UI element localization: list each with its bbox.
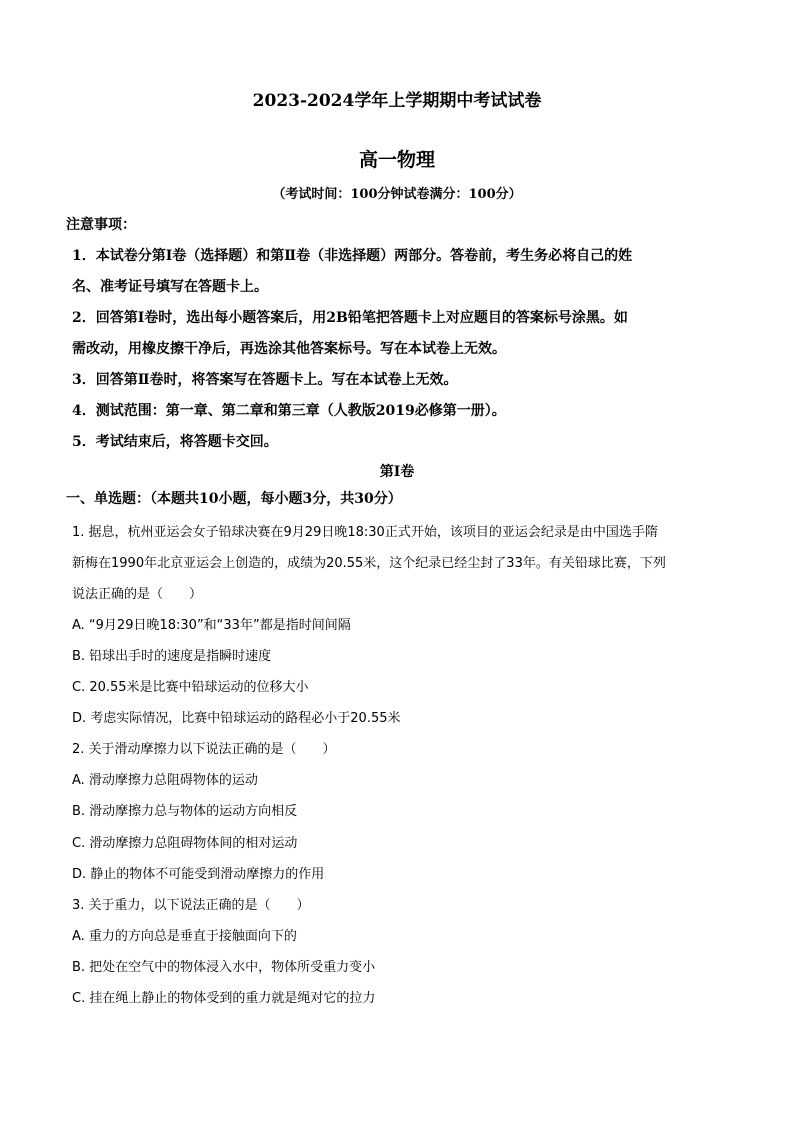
question-3-option-a: A. 重力的方向总是垂直于接触面向下的 (72, 929, 297, 944)
question-2-option-d: D. 静止的物体不可能受到滑动摩擦力的作用 (72, 867, 325, 882)
question-2-stem: 2. 关于滑动摩擦力以下说法正确的是（ ） (72, 742, 336, 757)
question-3-stem: 3. 关于重力，以下说法正确的是（ ） (72, 898, 310, 913)
section-title: 第Ⅰ卷 (379, 464, 415, 480)
note-line: 需改动，用橡皮擦干净后，再选涂其他答案标号。写在本试卷上无效。 (72, 341, 506, 357)
question-1-option-b: B. 铅球出手时的速度是指瞬时速度 (72, 649, 272, 664)
question-2-option-b: B. 滑动摩擦力总与物体的运动方向相反 (72, 804, 298, 819)
part-heading: 一、单选题：（本题共10小题，每小题3分，共30分） (66, 491, 402, 507)
exam-info: （考试时间：100分钟试卷满分：100分） (272, 187, 522, 202)
exam-title: 2023-2024学年上学期期中考试试卷 (252, 91, 542, 111)
question-1-stem: 1. 据息，杭州亚运会女子铅球决赛在9月29日晚18:30正式开始，该项目的亚运会纪录是由中国选手隋 (72, 525, 658, 540)
question-1-option-a: A. “9月29日晚18:30”和“33年”都是指时间间隔 (72, 618, 351, 633)
note-line: 名、准考证号填写在答题卡上。 (72, 279, 268, 295)
question-1-option-d: D. 考虑实际情况，比赛中铅球运动的路程必小于20.55米 (72, 711, 401, 726)
note-line: 5．考试结束后，将答题卡交回。 (72, 434, 278, 450)
note-line: 3．回答第Ⅱ卷时，将答案写在答题卡上。写在本试卷上无效。 (72, 372, 458, 388)
question-2-option-c: C. 滑动摩擦力总阻碍物体间的相对运动 (72, 836, 298, 851)
note-line: 2．回答第Ⅰ卷时，选出每小题答案后，用2B铅笔把答题卡上对应题目的答案标号涂黑。如 (72, 310, 628, 326)
question-3-option-c: C. 挂在绳上静止的物体受到的重力就是绳对它的拉力 (72, 991, 376, 1006)
question-1-stem: 说法正确的是（ ） (72, 587, 203, 602)
question-1-option-c: C. 20.55米是比赛中铅球运动的位移大小 (72, 680, 309, 695)
note-line: 4．测试范围：第一章、第二章和第三章（人教版2019必修第一册）。 (72, 403, 506, 419)
question-1-stem: 新梅在1990年北京亚运会上创造的，成绩为20.55米，这个纪录已经尘封了33年。有关铅球比赛，下列 (72, 556, 666, 571)
question-3-option-b: B. 把处在空气中的物体浸入水中，物体所受重力变小 (72, 960, 376, 975)
subject-title: 高一物理 (358, 149, 435, 171)
question-2-option-a: A. 滑动摩擦力总阻碍物体的运动 (72, 773, 258, 788)
note-line: 1．本试卷分第Ⅰ卷（选择题）和第Ⅱ卷（非选择题）两部分。答卷前，考生务必将自己的姓 (72, 248, 633, 264)
notes-heading: 注意事项： (66, 217, 136, 233)
